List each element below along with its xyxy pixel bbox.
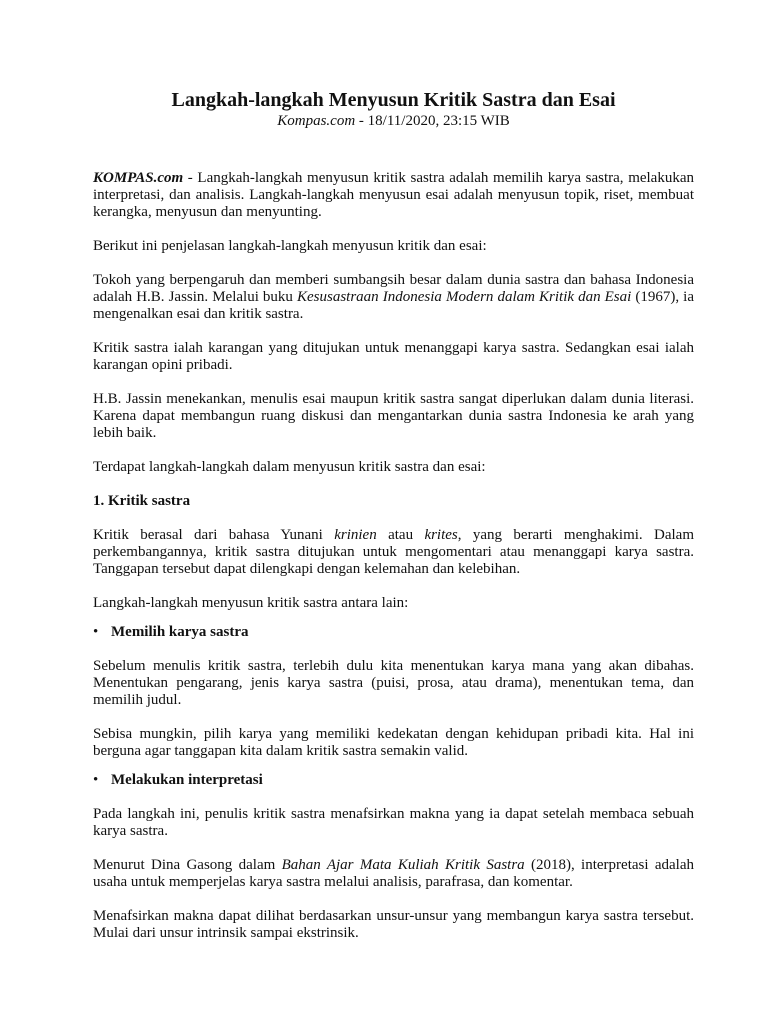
kritik-text-3: , yang berarti menghakimi. Dalam perkembangannya, kritik sastra ditujukan untuk mengomentari atau menanggapi karya sastra. Tanggapan tersebut dapat dilengkapi dengan kelemahan dan kelebihan. — [93, 527, 694, 577]
intro-paragraph — [93, 170, 694, 221]
paragraph-kritik-definition: Kritik sastra ialah karangan yang ditujukan untuk menanggapi karya sastra. Sedangkan esai ialah karangan opini pribadi. — [93, 340, 694, 373]
dina-book-title: Bahan Ajar Mata Kuliah Kritik Sastra — [281, 857, 525, 873]
byline-date: - 18/11/2020, 23:15 WIB — [355, 113, 510, 129]
tokoh-text-2: (1967), ia mengenalkan esai dan kritik sastra. — [93, 289, 694, 322]
paragraph-jassin: H.B. Jassin menekankan, menulis esai maupun kritik sastra sangat diperlukan dalam dunia literasi. Karena dapat membangun ruang diskusi dan mengantarkan dunia sastra Indonesia ke arah yang lebih baik. — [93, 391, 694, 441]
bullet-memilih-karya: • Memilih karya sastra — [93, 624, 694, 641]
paragraph-pada-langkah: Pada langkah ini, penulis kritik sastra menafsirkan makna yang ia dapat setelah membaca sebuah karya sastra. — [93, 806, 694, 839]
tokoh-text-1: Tokoh yang berpengaruh dan memberi sumbangsih besar dalam dunia sastra dan bahasa Indonesia adalah H.B. Jassin. Melalui buku — [93, 272, 694, 305]
paragraph-langkah-kritik: Langkah-langkah menyusun kritik sastra antara lain: — [93, 595, 409, 611]
article-body — [93, 88, 694, 942]
dina-text-2: (2018), interpretasi adalah usaha untuk memperjelas karya sastra melalui analisis, parafrasa, dan komentar. — [93, 857, 694, 890]
intro-lead: KOMPAS.com — [93, 170, 184, 186]
bullet-list-1 — [93, 624, 694, 641]
kritik-text-2: atau — [376, 527, 425, 543]
byline-source: Kompas.com — [277, 113, 356, 129]
book-title: Kesusastraan Indonesia Modern dalam Kritik dan Esai — [297, 289, 632, 305]
term-krites: krites — [424, 527, 458, 543]
bullet-melakukan-interpretasi: • Melakukan interpretasi — [93, 772, 694, 789]
intro-text: - Langkah-langkah menyusun kritik sastra adalah memilih karya sastra, melakukan interpretasi, dan analisis. Langkah-langkah menyusun esai adalah menyusun topik, riset, membuat kerangka, menyusun dan menyunting. — [93, 170, 694, 220]
bullet-list-2 — [93, 772, 694, 789]
paragraph-menafsirkan: Menafsirkan makna dapat dilihat berdasarkan unsur-unsur yang membangun karya sastra tersebut. Mulai dari unsur intrinsik sampai ekstrinsik. — [93, 908, 694, 941]
paragraph-berikut: Berikut ini penjelasan langkah-langkah menyusun kritik dan esai: — [93, 238, 487, 254]
paragraph-kritik-origin — [93, 527, 694, 578]
dina-text-1: Menurut Dina Gasong dalam — [93, 857, 282, 873]
paragraph-dina-gasong — [93, 857, 694, 891]
section-heading-kritik-sastra: 1. Kritik sastra — [93, 493, 191, 509]
term-krinien: krinien — [334, 527, 377, 543]
kritik-text-1: Kritik berasal dari bahasa Yunani — [93, 527, 335, 543]
paragraph-sebisa: Sebisa mungkin, pilih karya yang memiliki kedekatan dengan kehidupan pribadi kita. Hal ini berguna agar tanggapan kita dalam kritik sastra semakin valid. — [93, 726, 694, 759]
article-byline — [93, 112, 694, 130]
paragraph-tokoh — [93, 272, 694, 323]
paragraph-terdapat: Terdapat langkah-langkah dalam menyusun kritik sastra dan esai: — [93, 459, 486, 475]
article-title: Langkah-langkah Menyusun Kritik Sastra dan Esai — [171, 89, 616, 111]
paragraph-sebelum: Sebelum menulis kritik sastra, terlebih dulu kita menentukan karya mana yang akan dibahas. Menentukan pengarang, jenis karya sastra (puisi, prosa, atau drama), menentukan tema, dan memilih judul. — [93, 658, 694, 708]
